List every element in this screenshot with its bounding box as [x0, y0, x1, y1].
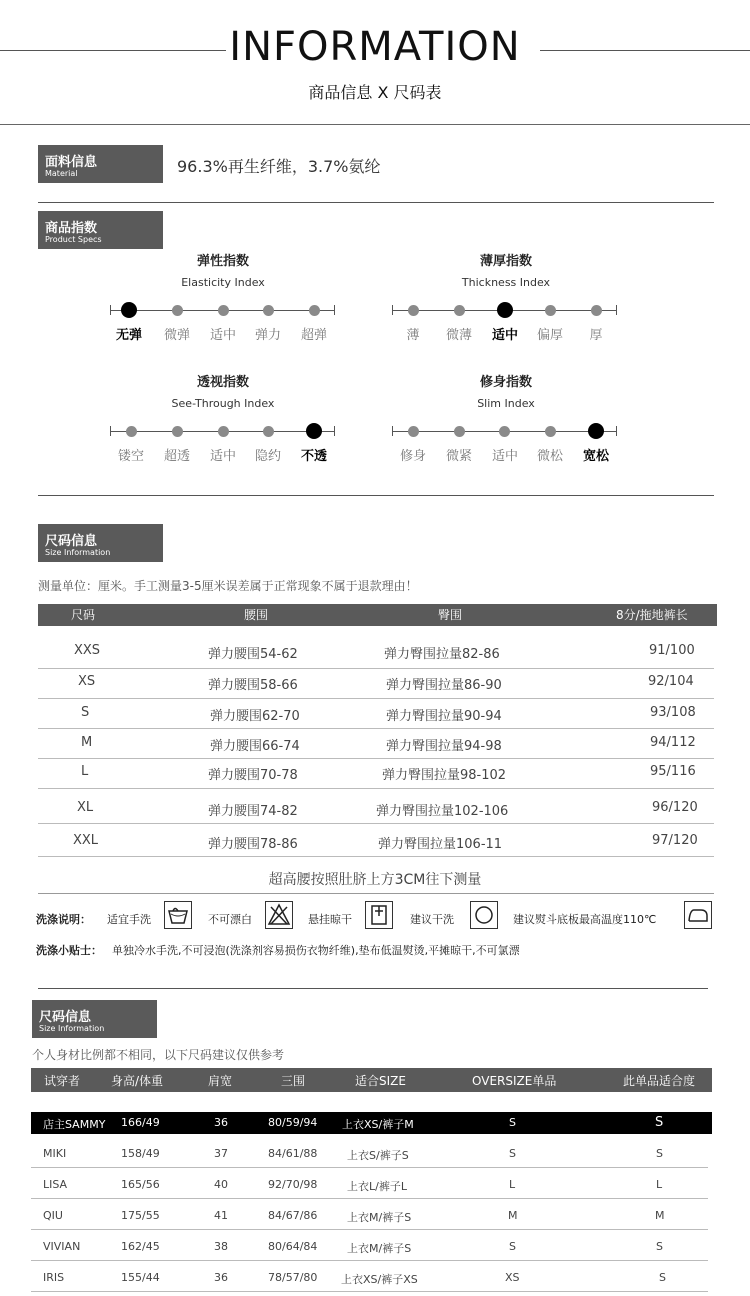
person-cell: VIVIAN: [43, 1240, 81, 1253]
waist-cell: 弹力腰围66-74: [210, 739, 300, 754]
fit-row-separator: [31, 1167, 708, 1168]
elasticity-dot-2: [172, 305, 183, 316]
elasticity-dot-4: [263, 305, 274, 316]
fit-row-lisa: [31, 1174, 712, 1196]
fit-row-sammy: [31, 1112, 712, 1134]
thickness-label-5: 厚: [589, 328, 603, 343]
size-row-xxl: [38, 833, 714, 853]
person-cell: IRIS: [43, 1271, 65, 1284]
seethrough-title: 透视指数: [196, 375, 249, 390]
thickness-label-2: 微薄: [445, 328, 472, 343]
size-cell: 上衣M/裤子S: [347, 1211, 412, 1224]
measurements-cell: 84/67/86: [268, 1209, 318, 1222]
measurements-cell: 78/57/80: [268, 1271, 318, 1284]
length-cell: 94/112: [650, 735, 696, 750]
material-tag-en: Material: [45, 169, 78, 178]
oversize-cell: XS: [505, 1271, 520, 1284]
elasticity-scale-cap-right: [334, 305, 335, 315]
fit-note: 个人身材比例都不相同，以下尺码建议仅供参考: [32, 1048, 285, 1062]
size-tag-cn: 尺码信息: [45, 534, 98, 549]
suitability-cell: S: [656, 1240, 663, 1253]
hip-cell: 弹力臀围拉量94-98: [386, 739, 502, 754]
slim-title-en: Slim Index: [477, 397, 535, 410]
measurements-cell: 80/59/94: [268, 1116, 318, 1129]
slim-title: 修身指数: [479, 375, 532, 390]
shoulder-cell: 36: [214, 1271, 228, 1284]
fit-header-height-weight: 身高/体重: [111, 1074, 164, 1088]
fit-row-qiu: [31, 1205, 712, 1227]
suitability-cell: M: [655, 1209, 665, 1222]
person-cell: QIU: [43, 1209, 63, 1222]
size-cell: 上衣XS/裤子XS: [341, 1273, 418, 1286]
seethrough-dot-1: [126, 426, 137, 437]
material-text: 96.3%再生纤维，3.7%氨纶: [177, 157, 381, 176]
size-row-separator: [38, 668, 714, 669]
iron-icon: [684, 901, 712, 929]
slim-label-2: 微紧: [445, 449, 472, 464]
fit-row-miki: [31, 1143, 712, 1165]
thickness-dot-3: [497, 302, 513, 318]
length-cell: 92/104: [648, 674, 694, 689]
measurements-cell: 80/64/84: [268, 1240, 318, 1253]
seethrough-scale-cap-right: [334, 426, 335, 436]
wash-divider: [38, 988, 708, 989]
person-cell: MIKI: [43, 1147, 67, 1160]
measurements-cell: 92/70/98: [268, 1178, 318, 1191]
seethrough-label-2: 超透: [163, 449, 190, 464]
thickness-dot-4: [545, 305, 556, 316]
seethrough-title-en: See-Through Index: [171, 397, 275, 410]
size-row-xxs: [38, 643, 714, 663]
slim-scale-cap-right: [616, 426, 617, 436]
wash-item-handwash: 适宜手洗: [107, 913, 151, 926]
size-note: 测量单位：厘米。手工测量3-5厘米误差属于正常现象不属于退款理由！: [38, 579, 418, 593]
person-cell: 店主SAMMY: [43, 1118, 106, 1131]
seethrough-dot-2: [172, 426, 183, 437]
size-cell: L: [81, 764, 89, 779]
suitability-cell: S: [656, 1147, 663, 1160]
size-cell: XXS: [74, 643, 101, 658]
fit-row-separator: [31, 1198, 708, 1199]
size-row-separator: [38, 728, 714, 729]
elasticity-title: 弹性指数: [196, 254, 249, 269]
seethrough-scale-cap-left: [110, 426, 111, 436]
elasticity-scale-cap-left: [110, 305, 111, 315]
fit-header-shoulder: 肩宽: [208, 1074, 233, 1088]
thickness-label-1: 薄: [406, 328, 420, 343]
fit-tag: [32, 1000, 157, 1038]
hip-cell: 弹力臀围拉量106-11: [378, 837, 503, 852]
waist-cell: 弹力腰围62-70: [210, 709, 300, 724]
size-cell: 上衣M/裤子S: [347, 1242, 412, 1255]
measurements-cell: 84/61/88: [268, 1147, 318, 1160]
material-tag-cn: 面料信息: [45, 155, 98, 170]
slim-dot-5: [588, 423, 604, 439]
slim-dot-1: [408, 426, 419, 437]
size-row-separator: [38, 823, 714, 824]
thickness-scale-cap-right: [616, 305, 617, 315]
elasticity-label-5: 超弹: [300, 328, 327, 343]
hip-cell: 弹力臀围拉量102-106: [376, 804, 509, 819]
thickness-scale-cap-left: [392, 305, 393, 315]
oversize-cell: L: [509, 1178, 516, 1191]
length-cell: 97/120: [652, 833, 698, 848]
height-weight-cell: 158/49: [121, 1147, 160, 1160]
thickness-dot-2: [454, 305, 465, 316]
size-row-xs: [38, 674, 714, 694]
wash-item-dryclean: 建议干洗: [410, 913, 454, 926]
fit-header-person: 试穿者: [44, 1074, 81, 1088]
footnote-divider: [38, 893, 714, 894]
size-row-separator: [38, 758, 714, 759]
seethrough-dot-3: [218, 426, 229, 437]
thickness-title: 薄厚指数: [479, 254, 532, 269]
wash-tips-text: 单独冷水手洗,不可浸泡(洗涤剂容易损伤衣物纤维),垫布低温熨烫,平摊晾干,不可氯漂: [112, 944, 520, 957]
wash-tips-label: 洗涤小贴士：: [36, 944, 102, 957]
waist-cell: 弹力腰围78-86: [208, 837, 298, 852]
thickness-dot-5: [591, 305, 602, 316]
size-row-separator: [38, 856, 714, 857]
size-footnote: 超高腰按照肚脐上方3CM往下测量: [268, 872, 482, 888]
fit-table-header: [31, 1068, 712, 1092]
oversize-cell: S: [509, 1116, 516, 1129]
fit-header-suitability: 此单品适合度: [623, 1074, 696, 1088]
oversize-cell: M: [508, 1209, 518, 1222]
length-cell: 95/116: [650, 764, 696, 779]
waist-cell: 弹力腰围74-82: [208, 804, 298, 819]
wash-item-nobleach: 不可漂白: [208, 913, 252, 926]
slim-label-3: 适中: [491, 449, 518, 464]
size-cell: 上衣S/裤子S: [347, 1149, 409, 1162]
oversize-cell: S: [509, 1147, 516, 1160]
wash-item-iron: 建议熨斗底板最高温度110℃: [513, 913, 657, 926]
length-cell: 96/120: [652, 800, 698, 815]
seethrough-label-5: 不透: [300, 449, 327, 464]
thickness-label-3: 适中: [491, 328, 518, 343]
size-header-size: 尺码: [71, 608, 96, 622]
size-row-s: [38, 705, 714, 725]
size-row-separator: [38, 698, 714, 699]
height-weight-cell: 162/45: [121, 1240, 160, 1253]
size-row-xl: [38, 800, 714, 820]
waist-cell: 弹力腰围70-78: [208, 768, 298, 783]
hang-dry-icon: [365, 901, 393, 929]
hip-cell: 弹力臀围拉量90-94: [386, 709, 502, 724]
header-divider: [0, 124, 750, 125]
seethrough-dot-4: [263, 426, 274, 437]
size-tag: [38, 524, 163, 562]
specs-divider: [38, 495, 714, 496]
height-weight-cell: 166/49: [121, 1116, 160, 1129]
height-weight-cell: 175/55: [121, 1209, 160, 1222]
fit-row-separator: [31, 1260, 708, 1261]
size-cell: XL: [77, 800, 94, 815]
fit-row-separator: [31, 1229, 708, 1230]
fit-header-measurements: 三围: [281, 1074, 306, 1088]
suitability-cell: S: [659, 1271, 666, 1284]
shoulder-cell: 41: [214, 1209, 228, 1222]
fit-tag-en: Size Information: [39, 1024, 105, 1033]
size-cell: M: [81, 735, 93, 750]
slim-label-4: 微松: [536, 449, 563, 464]
person-cell: LISA: [43, 1178, 68, 1191]
size-cell: XS: [78, 674, 96, 689]
fit-header-size: 适合SIZE: [355, 1074, 406, 1088]
fit-row-iris: [31, 1267, 712, 1289]
seethrough-label-1: 镂空: [117, 449, 144, 464]
size-row-m: [38, 735, 714, 755]
size-cell: XXL: [73, 833, 99, 848]
elasticity-label-3: 适中: [209, 328, 236, 343]
dry-clean-icon: [470, 901, 498, 929]
seethrough-dot-5: [306, 423, 322, 439]
size-cell: S: [81, 705, 90, 720]
length-cell: 93/108: [650, 705, 696, 720]
oversize-cell: S: [509, 1240, 516, 1253]
suitability-cell: L: [656, 1178, 663, 1191]
shoulder-cell: 40: [214, 1178, 228, 1191]
slim-scale-cap-left: [392, 426, 393, 436]
hip-cell: 弹力臀围拉量82-86: [384, 647, 500, 662]
elasticity-label-4: 弹力: [254, 328, 281, 343]
page-title: INFORMATION: [229, 24, 521, 70]
elasticity-dot-3: [218, 305, 229, 316]
seethrough-label-4: 隐约: [254, 449, 281, 464]
fit-row-vivian: [31, 1236, 712, 1258]
elasticity-dot-1: [121, 302, 137, 318]
size-row-l: [38, 764, 714, 784]
wash-item-hangdry: 悬挂晾干: [308, 913, 352, 926]
waist-cell: 弹力腰围54-62: [208, 647, 298, 662]
fit-header-oversize: OVERSIZE单品: [472, 1074, 557, 1088]
slim-dot-4: [545, 426, 556, 437]
waist-cell: 弹力腰围58-66: [208, 678, 298, 693]
length-cell: 91/100: [649, 643, 695, 658]
height-weight-cell: 155/44: [121, 1271, 160, 1284]
size-row-separator: [38, 788, 714, 789]
slim-label-1: 修身: [399, 449, 426, 464]
size-cell: 上衣L/裤子L: [347, 1180, 407, 1193]
specs-tag-en: Product Specs: [45, 235, 102, 244]
elasticity-label-2: 微弹: [163, 328, 190, 343]
size-header-waist: 腰围: [244, 608, 269, 622]
slim-dot-3: [499, 426, 510, 437]
material-tag: [38, 145, 163, 183]
thickness-label-4: 偏厚: [536, 328, 563, 343]
suitability-cell: S: [655, 1115, 664, 1130]
specs-tag-cn: 商品指数: [45, 221, 98, 236]
slim-label-5: 宽松: [582, 449, 609, 464]
size-header-length: 8分/拖地裤长: [616, 608, 688, 622]
size-cell: 上衣XS/裤子M: [342, 1118, 414, 1131]
shoulder-cell: 36: [214, 1116, 228, 1129]
size-tag-en: Size Information: [45, 548, 111, 557]
hip-cell: 弹力臀围拉量86-90: [386, 678, 502, 693]
thickness-dot-1: [408, 305, 419, 316]
elasticity-label-1: 无弹: [115, 328, 142, 343]
thickness-title-en: Thickness Index: [461, 276, 551, 289]
hip-cell: 弹力臀围拉量98-102: [382, 768, 507, 783]
handwash-icon: [164, 901, 192, 929]
seethrough-label-3: 适中: [209, 449, 236, 464]
size-header-hip: 臀围: [438, 608, 463, 622]
wash-label: 洗涤说明：: [36, 913, 91, 926]
shoulder-cell: 38: [214, 1240, 228, 1253]
no-bleach-icon: [265, 901, 293, 929]
elasticity-title-en: Elasticity Index: [181, 276, 265, 289]
specs-tag: [38, 211, 163, 249]
shoulder-cell: 37: [214, 1147, 228, 1160]
slim-dot-2: [454, 426, 465, 437]
fit-row-separator: [31, 1291, 708, 1292]
height-weight-cell: 165/56: [121, 1178, 160, 1191]
page-subtitle: 商品信息 X 尺码表: [308, 83, 442, 102]
fit-tag-cn: 尺码信息: [39, 1010, 92, 1025]
material-divider: [38, 202, 714, 203]
elasticity-dot-5: [309, 305, 320, 316]
size-table-header: [38, 604, 717, 626]
